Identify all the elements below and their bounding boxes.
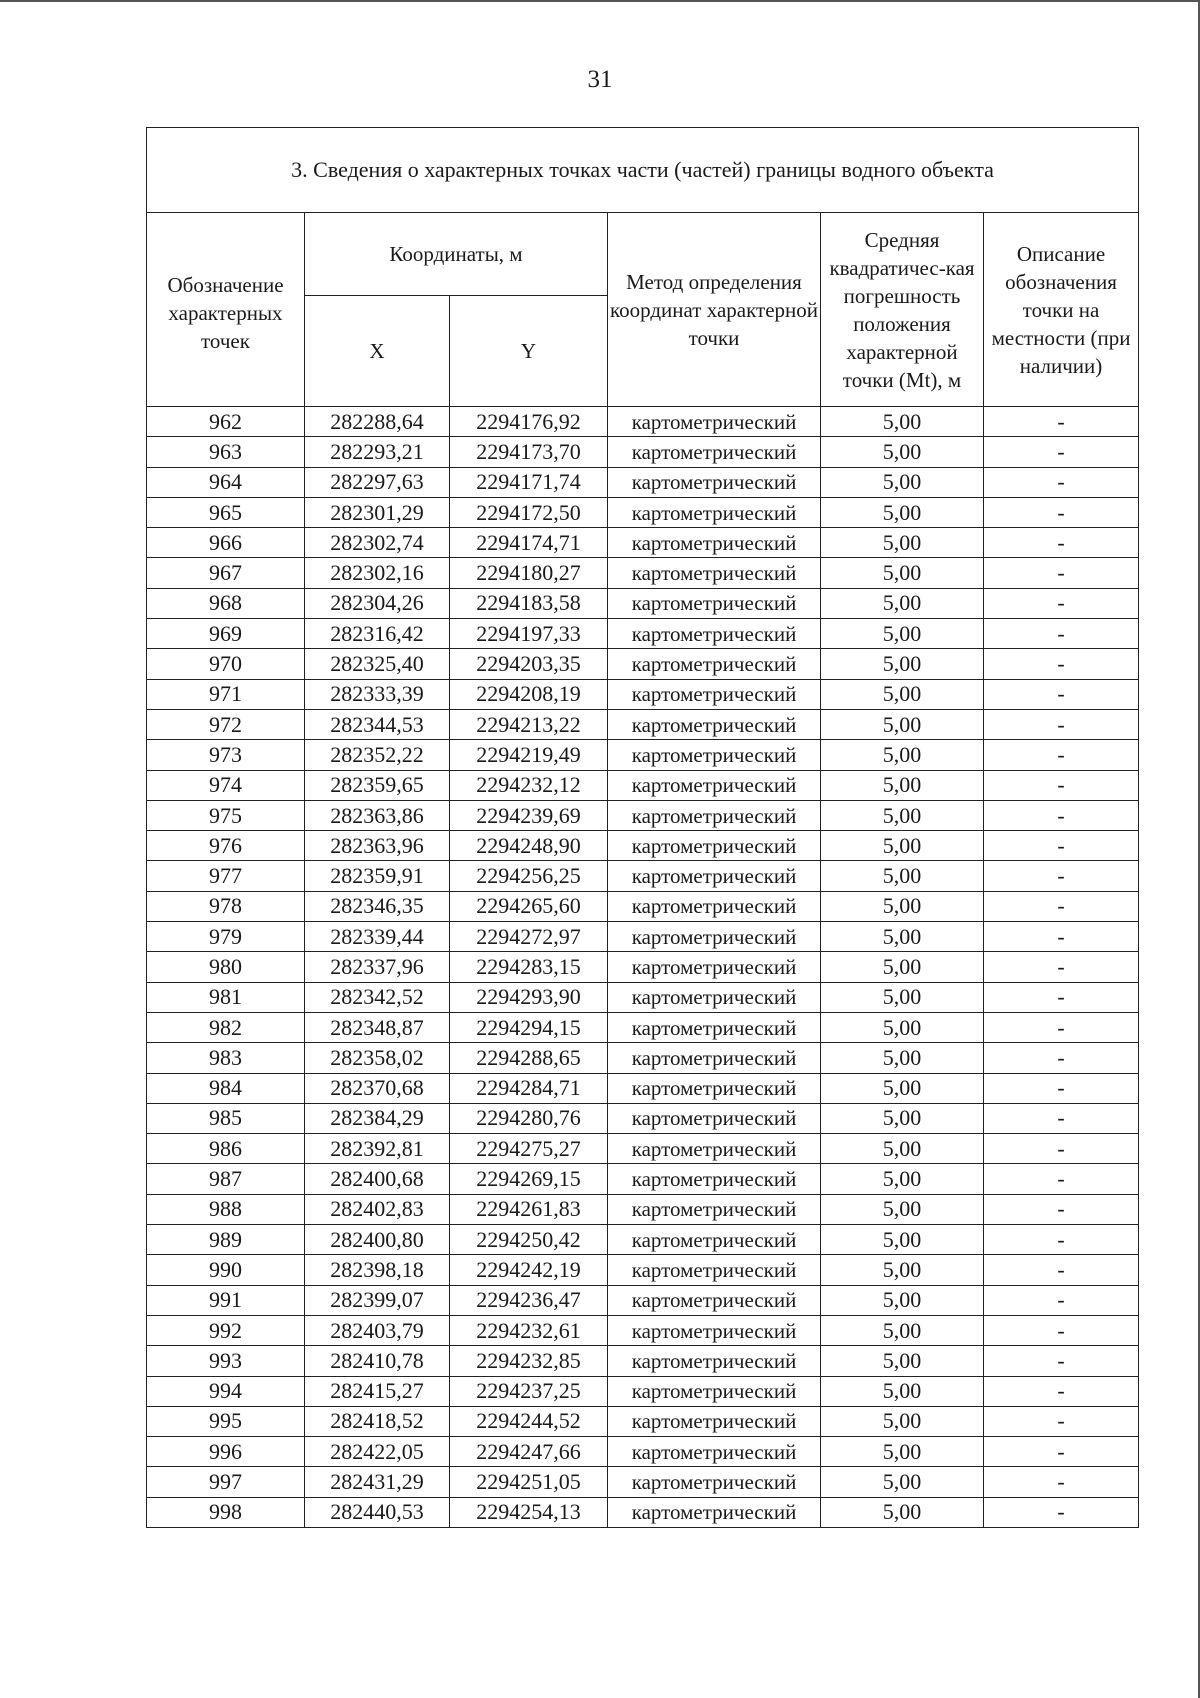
accuracy-cell: 5,00 <box>821 1103 984 1133</box>
point-id-cell: 969 <box>147 619 305 649</box>
header-description: Описание обозначения точки на местности (при наличии) <box>984 213 1139 407</box>
table-row <box>147 437 1139 467</box>
y-coord-cell: 2294288,65 <box>450 1043 608 1073</box>
x-coord-cell: 282359,91 <box>305 861 450 891</box>
x-coord-cell: 282370,68 <box>305 1073 450 1103</box>
x-coord-cell: 282422,05 <box>305 1437 450 1467</box>
point-id-cell: 968 <box>147 588 305 618</box>
point-id-cell: 997 <box>147 1467 305 1497</box>
method-cell: картометрический <box>608 1073 821 1103</box>
method-cell: картометрический <box>608 1225 821 1255</box>
y-coord-cell: 2294242,19 <box>450 1255 608 1285</box>
x-coord-cell: 282400,68 <box>305 1164 450 1194</box>
method-cell: картометрический <box>608 1103 821 1133</box>
table-row <box>147 558 1139 588</box>
header-x: X <box>305 296 450 407</box>
table-title: 3. Сведения о характерных точках части (частей) границы водного объекта <box>147 128 1139 213</box>
point-id-cell: 996 <box>147 1437 305 1467</box>
x-coord-cell: 282410,78 <box>305 1346 450 1376</box>
description-cell: - <box>984 1073 1139 1103</box>
table-row <box>147 467 1139 497</box>
description-cell: - <box>984 619 1139 649</box>
accuracy-cell: 5,00 <box>821 497 984 527</box>
accuracy-cell: 5,00 <box>821 1315 984 1345</box>
x-coord-cell: 282398,18 <box>305 1255 450 1285</box>
method-cell: картометрический <box>608 619 821 649</box>
accuracy-cell: 5,00 <box>821 770 984 800</box>
point-id-cell: 970 <box>147 649 305 679</box>
y-coord-cell: 2294275,27 <box>450 1134 608 1164</box>
description-cell: - <box>984 467 1139 497</box>
header-method: Метод определения координат характерной точки <box>608 213 821 407</box>
point-id-cell: 977 <box>147 861 305 891</box>
accuracy-cell: 5,00 <box>821 649 984 679</box>
method-cell: картометрический <box>608 952 821 982</box>
table-row <box>147 679 1139 709</box>
accuracy-cell: 5,00 <box>821 1043 984 1073</box>
accuracy-cell: 5,00 <box>821 437 984 467</box>
method-cell: картометрический <box>608 467 821 497</box>
accuracy-cell: 5,00 <box>821 982 984 1012</box>
description-cell: - <box>984 861 1139 891</box>
header-y: Y <box>450 296 608 407</box>
method-cell: картометрический <box>608 1376 821 1406</box>
table-row <box>147 891 1139 921</box>
table-row <box>147 528 1139 558</box>
method-cell: картометрический <box>608 1346 821 1376</box>
x-coord-cell: 282339,44 <box>305 922 450 952</box>
x-coord-cell: 282352,22 <box>305 740 450 770</box>
x-coord-cell: 282348,87 <box>305 1012 450 1042</box>
point-id-cell: 972 <box>147 709 305 739</box>
x-coord-cell: 282302,16 <box>305 558 450 588</box>
table-row <box>147 649 1139 679</box>
description-cell: - <box>984 497 1139 527</box>
accuracy-cell: 5,00 <box>821 1406 984 1436</box>
y-coord-cell: 2294284,71 <box>450 1073 608 1103</box>
method-cell: картометрический <box>608 982 821 1012</box>
point-id-cell: 967 <box>147 558 305 588</box>
description-cell: - <box>984 649 1139 679</box>
description-cell: - <box>984 1467 1139 1497</box>
y-coord-cell: 2294208,19 <box>450 679 608 709</box>
table-row <box>147 588 1139 618</box>
x-coord-cell: 282358,02 <box>305 1043 450 1073</box>
method-cell: картометрический <box>608 1406 821 1436</box>
table-row <box>147 952 1139 982</box>
table-body <box>147 407 1139 1528</box>
x-coord-cell: 282288,64 <box>305 407 450 437</box>
point-id-cell: 986 <box>147 1134 305 1164</box>
y-coord-cell: 2294244,52 <box>450 1406 608 1436</box>
y-coord-cell: 2294293,90 <box>450 982 608 1012</box>
table-row <box>147 709 1139 739</box>
description-cell: - <box>984 407 1139 437</box>
method-cell: картометрический <box>608 1134 821 1164</box>
method-cell: картометрический <box>608 1315 821 1345</box>
point-id-cell: 984 <box>147 1073 305 1103</box>
method-cell: картометрический <box>608 1043 821 1073</box>
description-cell: - <box>984 1043 1139 1073</box>
method-cell: картометрический <box>608 709 821 739</box>
x-coord-cell: 282431,29 <box>305 1467 450 1497</box>
accuracy-cell: 5,00 <box>821 528 984 558</box>
point-id-cell: 993 <box>147 1346 305 1376</box>
description-cell: - <box>984 1134 1139 1164</box>
description-cell: - <box>984 1437 1139 1467</box>
table-row <box>147 1315 1139 1345</box>
accuracy-cell: 5,00 <box>821 619 984 649</box>
y-coord-cell: 2294265,60 <box>450 891 608 921</box>
accuracy-cell: 5,00 <box>821 1346 984 1376</box>
description-cell: - <box>984 1225 1139 1255</box>
y-coord-cell: 2294172,50 <box>450 497 608 527</box>
method-cell: картометрический <box>608 1164 821 1194</box>
x-coord-cell: 282359,65 <box>305 770 450 800</box>
point-id-cell: 974 <box>147 770 305 800</box>
description-cell: - <box>984 1497 1139 1527</box>
y-coord-cell: 2294232,85 <box>450 1346 608 1376</box>
method-cell: картометрический <box>608 497 821 527</box>
y-coord-cell: 2294232,61 <box>450 1315 608 1345</box>
scan-edge-top <box>0 0 1200 2</box>
table-row <box>147 1164 1139 1194</box>
description-cell: - <box>984 922 1139 952</box>
x-coord-cell: 282301,29 <box>305 497 450 527</box>
point-id-cell: 982 <box>147 1012 305 1042</box>
point-id-cell: 963 <box>147 437 305 467</box>
x-coord-cell: 282403,79 <box>305 1315 450 1345</box>
point-id-cell: 991 <box>147 1285 305 1315</box>
x-coord-cell: 282333,39 <box>305 679 450 709</box>
description-cell: - <box>984 588 1139 618</box>
accuracy-cell: 5,00 <box>821 1225 984 1255</box>
x-coord-cell: 282297,63 <box>305 467 450 497</box>
point-id-cell: 990 <box>147 1255 305 1285</box>
table-row <box>147 1376 1139 1406</box>
x-coord-cell: 282293,21 <box>305 437 450 467</box>
accuracy-cell: 5,00 <box>821 588 984 618</box>
y-coord-cell: 2294239,69 <box>450 800 608 830</box>
y-coord-cell: 2294283,15 <box>450 952 608 982</box>
table-row <box>147 1012 1139 1042</box>
point-id-cell: 966 <box>147 528 305 558</box>
description-cell: - <box>984 558 1139 588</box>
y-coord-cell: 2294219,49 <box>450 740 608 770</box>
accuracy-cell: 5,00 <box>821 800 984 830</box>
table-row <box>147 800 1139 830</box>
accuracy-cell: 5,00 <box>821 1255 984 1285</box>
y-coord-cell: 2294203,35 <box>450 649 608 679</box>
header-point <box>147 213 305 407</box>
table-row <box>147 831 1139 861</box>
table-row <box>147 1043 1139 1073</box>
x-coord-cell: 282392,81 <box>305 1134 450 1164</box>
method-cell: картометрический <box>608 891 821 921</box>
description-cell: - <box>984 1012 1139 1042</box>
x-coord-cell: 282304,26 <box>305 588 450 618</box>
point-id-cell: 979 <box>147 922 305 952</box>
accuracy-cell: 5,00 <box>821 1437 984 1467</box>
x-coord-cell: 282344,53 <box>305 709 450 739</box>
header-accuracy: Средняя квадратичес-кая погрешность положения характерной точки (Mt), м <box>821 213 984 407</box>
y-coord-cell: 2294254,13 <box>450 1497 608 1527</box>
point-id-cell: 964 <box>147 467 305 497</box>
x-coord-cell: 282440,53 <box>305 1497 450 1527</box>
table-row <box>147 1467 1139 1497</box>
accuracy-cell: 5,00 <box>821 1012 984 1042</box>
x-coord-cell: 282384,29 <box>305 1103 450 1133</box>
header-coords: Координаты, м <box>305 213 608 296</box>
x-coord-cell: 282399,07 <box>305 1285 450 1315</box>
point-id-cell: 983 <box>147 1043 305 1073</box>
method-cell: картометрический <box>608 437 821 467</box>
description-cell: - <box>984 1406 1139 1436</box>
description-cell: - <box>984 982 1139 1012</box>
table-row <box>147 1437 1139 1467</box>
point-id-cell: 971 <box>147 679 305 709</box>
accuracy-cell: 5,00 <box>821 467 984 497</box>
x-coord-cell: 282418,52 <box>305 1406 450 1436</box>
table-row <box>147 982 1139 1012</box>
table-row <box>147 770 1139 800</box>
point-id-cell: 981 <box>147 982 305 1012</box>
description-cell: - <box>984 1376 1139 1406</box>
y-coord-cell: 2294176,92 <box>450 407 608 437</box>
point-id-cell: 998 <box>147 1497 305 1527</box>
accuracy-cell: 5,00 <box>821 831 984 861</box>
table-row <box>147 1255 1139 1285</box>
description-cell: - <box>984 1103 1139 1133</box>
accuracy-cell: 5,00 <box>821 891 984 921</box>
x-coord-cell: 282342,52 <box>305 982 450 1012</box>
accuracy-cell: 5,00 <box>821 407 984 437</box>
description-cell: - <box>984 528 1139 558</box>
accuracy-cell: 5,00 <box>821 709 984 739</box>
y-coord-cell: 2294213,22 <box>450 709 608 739</box>
y-coord-cell: 2294171,74 <box>450 467 608 497</box>
accuracy-cell: 5,00 <box>821 1073 984 1103</box>
x-coord-cell: 282316,42 <box>305 619 450 649</box>
table-row <box>147 861 1139 891</box>
accuracy-cell: 5,00 <box>821 922 984 952</box>
accuracy-cell: 5,00 <box>821 558 984 588</box>
x-coord-cell: 282363,96 <box>305 831 450 861</box>
description-cell: - <box>984 831 1139 861</box>
method-cell: картометрический <box>608 679 821 709</box>
x-coord-cell: 282402,83 <box>305 1194 450 1224</box>
accuracy-cell: 5,00 <box>821 1376 984 1406</box>
point-id-cell: 980 <box>147 952 305 982</box>
description-cell: - <box>984 679 1139 709</box>
description-cell: - <box>984 800 1139 830</box>
method-cell: картометрический <box>608 831 821 861</box>
y-coord-cell: 2294294,15 <box>450 1012 608 1042</box>
table-row <box>147 497 1139 527</box>
description-cell: - <box>984 891 1139 921</box>
y-coord-cell: 2294256,25 <box>450 861 608 891</box>
method-cell: картометрический <box>608 588 821 618</box>
accuracy-cell: 5,00 <box>821 1497 984 1527</box>
y-coord-cell: 2294250,42 <box>450 1225 608 1255</box>
y-coord-cell: 2294236,47 <box>450 1285 608 1315</box>
y-coord-cell: 2294272,97 <box>450 922 608 952</box>
point-id-cell: 995 <box>147 1406 305 1436</box>
point-id-cell: 985 <box>147 1103 305 1133</box>
table-row <box>147 407 1139 437</box>
y-coord-cell: 2294180,27 <box>450 558 608 588</box>
y-coord-cell: 2294174,71 <box>450 528 608 558</box>
y-coord-cell: 2294197,33 <box>450 619 608 649</box>
table-row <box>147 1346 1139 1376</box>
y-coord-cell: 2294232,12 <box>450 770 608 800</box>
x-coord-cell: 282337,96 <box>305 952 450 982</box>
table-row <box>147 1406 1139 1436</box>
method-cell: картометрический <box>608 1437 821 1467</box>
method-cell: картометрический <box>608 861 821 891</box>
point-id-cell: 989 <box>147 1225 305 1255</box>
accuracy-cell: 5,00 <box>821 1285 984 1315</box>
point-id-cell: 965 <box>147 497 305 527</box>
table-row <box>147 1497 1139 1527</box>
point-id-cell: 992 <box>147 1315 305 1345</box>
method-cell: картометрический <box>608 528 821 558</box>
y-coord-cell: 2294237,25 <box>450 1376 608 1406</box>
point-id-cell: 978 <box>147 891 305 921</box>
description-cell: - <box>984 1194 1139 1224</box>
accuracy-cell: 5,00 <box>821 1467 984 1497</box>
point-id-cell: 973 <box>147 740 305 770</box>
accuracy-cell: 5,00 <box>821 861 984 891</box>
table-row <box>147 1225 1139 1255</box>
table-row <box>147 619 1139 649</box>
description-cell: - <box>984 709 1139 739</box>
point-id-cell: 976 <box>147 831 305 861</box>
description-cell: - <box>984 1315 1139 1345</box>
x-coord-cell: 282400,80 <box>305 1225 450 1255</box>
table-row <box>147 740 1139 770</box>
method-cell: картометрический <box>608 649 821 679</box>
table-row <box>147 1285 1139 1315</box>
description-cell: - <box>984 1346 1139 1376</box>
method-cell: картометрический <box>608 800 821 830</box>
method-cell: картометрический <box>608 1012 821 1042</box>
x-coord-cell: 282302,74 <box>305 528 450 558</box>
x-coord-cell: 282363,86 <box>305 800 450 830</box>
y-coord-cell: 2294269,15 <box>450 1164 608 1194</box>
table-row <box>147 922 1139 952</box>
method-cell: картометрический <box>608 1194 821 1224</box>
accuracy-cell: 5,00 <box>821 1194 984 1224</box>
header-point-label: Обозначение характерных точек <box>167 272 284 353</box>
y-coord-cell: 2294173,70 <box>450 437 608 467</box>
description-cell: - <box>984 437 1139 467</box>
description-cell: - <box>984 1164 1139 1194</box>
boundary-points-table <box>146 127 1139 1528</box>
method-cell: картометрический <box>608 740 821 770</box>
y-coord-cell: 2294247,66 <box>450 1437 608 1467</box>
y-coord-cell: 2294251,05 <box>450 1467 608 1497</box>
method-cell: картометрический <box>608 1255 821 1285</box>
x-coord-cell: 282346,35 <box>305 891 450 921</box>
accuracy-cell: 5,00 <box>821 1164 984 1194</box>
y-coord-cell: 2294280,76 <box>450 1103 608 1133</box>
accuracy-cell: 5,00 <box>821 740 984 770</box>
table-row <box>147 1073 1139 1103</box>
method-cell: картометрический <box>608 558 821 588</box>
x-coord-cell: 282325,40 <box>305 649 450 679</box>
description-cell: - <box>984 770 1139 800</box>
method-cell: картометрический <box>608 922 821 952</box>
point-id-cell: 975 <box>147 800 305 830</box>
accuracy-cell: 5,00 <box>821 1134 984 1164</box>
point-id-cell: 987 <box>147 1164 305 1194</box>
x-coord-cell: 282415,27 <box>305 1376 450 1406</box>
method-cell: картометрический <box>608 407 821 437</box>
accuracy-cell: 5,00 <box>821 679 984 709</box>
page-number: 31 <box>587 66 613 93</box>
point-id-cell: 988 <box>147 1194 305 1224</box>
point-id-cell: 962 <box>147 407 305 437</box>
description-cell: - <box>984 1255 1139 1285</box>
y-coord-cell: 2294261,83 <box>450 1194 608 1224</box>
table-row <box>147 1194 1139 1224</box>
method-cell: картометрический <box>608 1285 821 1315</box>
point-id-cell: 994 <box>147 1376 305 1406</box>
y-coord-cell: 2294248,90 <box>450 831 608 861</box>
accuracy-cell: 5,00 <box>821 952 984 982</box>
table-row <box>147 1134 1139 1164</box>
method-cell: картометрический <box>608 1497 821 1527</box>
description-cell: - <box>984 952 1139 982</box>
table-row <box>147 1103 1139 1133</box>
method-cell: картометрический <box>608 770 821 800</box>
description-cell: - <box>984 740 1139 770</box>
method-cell: картометрический <box>608 1467 821 1497</box>
y-coord-cell: 2294183,58 <box>450 588 608 618</box>
description-cell: - <box>984 1285 1139 1315</box>
